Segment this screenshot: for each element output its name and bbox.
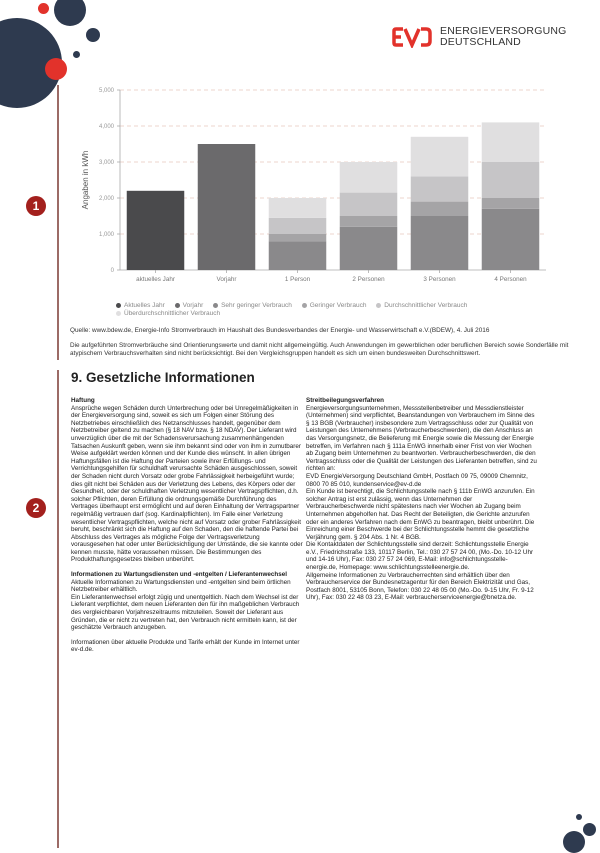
x-tick-label: 2 Personen [352, 276, 385, 283]
x-tick-label: Vorjahr [216, 276, 237, 283]
bar-segment [269, 234, 327, 241]
legend-item [175, 302, 204, 309]
bar-segment [340, 193, 398, 216]
company-logo [392, 26, 567, 48]
wartung-text-2: Ein Lieferantenwechsel erfolgt zügig und unentgeltlich. Nach dem Wechsel ist der Lieferant verpflichtet, dem neuen Lieferanten den für ihn maßgeblichen Verbrauch des vergleichbaren Vorjahreszeitraums mitzuteilen. Soweit der Lieferant aus Gründen, die er nicht zu vertreten hat, den Verbrauch nicht ermitteln kann, ist der geschätzte Verbrauch anzugeben. [71, 593, 300, 632]
logo-line-2: DEUTSCHLAND [440, 36, 521, 48]
decorative-bubble [86, 28, 100, 42]
legend-item [376, 302, 467, 309]
legend-item [116, 302, 165, 309]
bar-segment [411, 216, 469, 270]
x-tick-label: 4 Personen [494, 276, 527, 283]
consumption-chart [80, 82, 550, 292]
streit-text-1: Energieversorgungsunternehmen, Messstellenbetreiber und Messdienstleister (Unternehmen) sind verpflichtet, Beanstandungen von Verbrauchern im Sinne des § 13 BGB (Verbraucher) insbesondere zum Vertragsschluss oder zur Qualität von Leistungen des Unternehmens (Verbraucherbeschwerden), die den Anschluss an das Versorgungsnetz, die Belieferung mit Energie sowie die Messung der Energie betreffen, im Verfahren nach § 111a EnWG innerhalb einer Frist von vier Wochen ab Zugang beim Unternehmen zu beantworten. Verbraucherbeschwerden, die den Vertragsschluss oder die Qualität der Leistungen des Lieferanten betreffen, sind zu richten an: [306, 404, 537, 473]
y-tick-label: 4,000 [98, 124, 114, 130]
evd-logo-icon [392, 26, 432, 48]
streit-text-5: Allgemeine Informationen zu Verbraucherrechten sind erhältlich über den Verbraucherservice der Bundesnetzagentur für den Bereich Elektrizität und Gas, Postfach 8001, 53105 Bonn, Telefon: 030 22 48 05 00 (Mo.-Do. 9-15 Uhr, Fr. 9-12 Uhr), Fax: 030 22 48 03 23, E-Mail: verbraucherserviceenergie@bnetza.de. [306, 571, 534, 602]
x-tick-label: 3 Personen [423, 276, 456, 283]
section-title: 9. Gesetzliche Informationen [71, 370, 255, 385]
legend-swatch [213, 303, 218, 308]
streit-heading: Streitbeilegungsverfahren [306, 397, 385, 404]
disclaimer-note: Die aufgeführten Stromverbräuche sind Orientierungswerte und damit nicht allgemeingültig. Auch Anwendungen im gewerblichen oder beruflichen Bereich sowie Sonderfälle mit atypischem Verbrauchsverhalten sind nicht berücksichtigt. Bei den Vergleichsgruppen handelt es sich um einen bundesweiten Durchschnittswert. [70, 342, 569, 358]
decorative-bubble [54, 0, 86, 26]
wartung-text-1: Aktuelle Informationen zu Wartungsdiensten und -entgelten sind beim örtlichen Netzbetreiber erhältlich. [71, 578, 291, 594]
legend-item [213, 302, 292, 309]
decorative-bubble [563, 831, 585, 853]
source-note: Quelle: www.bdew.de, Energie-Info Stromverbrauch im Haushalt des Bundesverbandes der Energie- und Wasserwirtschaft e.V.(BDEW), 4. Juli 2016 [70, 327, 490, 334]
bar-segment [482, 162, 540, 198]
legend-swatch [116, 303, 121, 308]
legend-label: Sehr geringer Verbrauch [221, 302, 292, 309]
y-tick-label: 2,000 [98, 196, 114, 202]
bar-segment [269, 198, 327, 218]
x-tick-label: 1 Person [284, 276, 311, 283]
decorative-bubble [73, 51, 80, 58]
haftung-heading: Haftung [71, 397, 95, 404]
bar-segment [482, 122, 540, 162]
legend-label: Aktuelles Jahr [124, 302, 165, 309]
bar-segment [411, 137, 469, 177]
streit-text-3: Ein Kunde ist berechtigt, die Schlichtungsstelle nach § 111b EnWG anzurufen. Ein solcher Antrag ist erst zulässig, wenn das Unternehmen der Verbraucherbeschwerde nicht spätestens nach vier Wochen ab Zugang beim Unternehmen abgeholfen hat. Das Recht der Beteiligten, die Gerichte anzurufen oder ein anderes Verfahren nach dem EnWG zu beantragen, bleibt unberührt. Die Einreichung einer Beschwerde bei der Schlichtungsstelle hemmt die gesetzliche Verjährung gem. § 204 Abs. 1 Nr. 4 BGB. [306, 488, 535, 541]
x-tick-label: aktuelles Jahr [136, 276, 175, 283]
section-rule [57, 85, 59, 360]
decorative-bubble [38, 3, 49, 14]
chart-legend [116, 302, 476, 318]
legend-label: Durchschnittlicher Verbrauch [384, 302, 468, 309]
legend-swatch [302, 303, 307, 308]
bar-segment [411, 176, 469, 201]
left-column [71, 397, 303, 654]
bar-segment [340, 227, 398, 270]
bar-segment [198, 144, 256, 270]
y-tick-label: 5,000 [98, 88, 114, 94]
bar-segment [340, 162, 398, 193]
bar-segment [482, 198, 540, 209]
bar-segment [127, 191, 185, 270]
streit-text-2: EVD EnergieVersorgung Deutschland GmbH, Postfach 09 75, 09009 Chemnitz, 0800 70 85 010, kundenservice@ev-d.de [306, 472, 528, 488]
wartung-heading: Informationen zu Wartungsdiensten und -entgelten / Lieferantenwechsel [71, 571, 287, 579]
logo-line-1: ENERGIEVERSORGUNG [440, 25, 567, 37]
decorative-bubble [45, 58, 67, 80]
legend-label: Geringer Verbrauch [309, 302, 367, 309]
decorative-bubble [576, 814, 582, 820]
streit-text-4: Die Kontaktdaten der Schlichtungsstelle sind derzeit: Schlichtungsstelle Energie e.V., Friedrichstraße 133, 10117 Berlin, Tel.: 030 27 57 24 00, (Mo.-Do. 10-12 Uhr und 14-16 Uhr), Fax: 030 27 57 24 069, E-Mail: info@schlichtungsstelle-energie.de, Homepage: www.schlichtungsstelleenergie.de. [306, 541, 534, 572]
section-badge-1: 1 [26, 196, 46, 216]
bar-segment [482, 209, 540, 270]
bar-segment [269, 241, 327, 270]
y-tick-label: 0 [110, 268, 114, 274]
decorative-bubble [583, 823, 596, 836]
legend-swatch [116, 311, 121, 316]
produkte-text: Informationen über aktuelle Produkte und Tarife erhält der Kunde im Internet unter ev-d.de. [71, 638, 300, 654]
y-tick-label: 1,000 [98, 232, 114, 238]
y-tick-label: 3,000 [98, 160, 114, 166]
legend-swatch [175, 303, 180, 308]
legend-label: Überdurchschnittlicher Verbrauch [124, 310, 221, 317]
right-column [306, 397, 538, 602]
section-rule [57, 370, 59, 848]
legend-label: Vorjahr [182, 302, 204, 309]
legend-swatch [376, 303, 381, 308]
legend-item [116, 310, 220, 317]
bar-segment [411, 202, 469, 216]
y-axis-label: Angaben in kWh [81, 150, 90, 210]
bar-segment [340, 216, 398, 227]
legend-item [302, 302, 367, 309]
section-badge-2: 2 [26, 498, 46, 518]
haftung-text: Ansprüche wegen Schäden durch Unterbrechung oder bei Unregelmäßigkeiten in der Energieversorgung sind, soweit es sich um Folgen einer Störung des Netzbetriebes einschließlich des Netzanschlusses handelt, gegenüber dem Netzbetreiber geltend zu machen (§ 18 NAV bzw. § 18 NDAV). Der Lieferant wird unverzüglich über die mit der Schadensverursachung zusammenhängenden Tatsachen Auskunft geben, wenn sie ihm bekannt sind oder von ihm in zumutbarer Weise aufgeklärt werden können und der Kunde dies wünscht. In allen übrigen Haftungsfällen ist die Haftung der Parteien sowie ihrer Erfüllungs- und Verrichtungsgehilfen für schuldhaft verursachte Schäden ausgeschlossen, soweit der Schaden nicht durch Vorsatz oder grobe Fahrlässigkeit herbeigeführt wurde; dies gilt nicht bei Schäden aus der Verletzung des Lebens, des Körpers oder der Gesundheit, oder der schuldhaften Verletzung wesentlicher Vertragspflichten, d.h. solcher Pflichten, deren Erfüllung die ordnungsgemäße Durchführung des Vertrages überhaupt erst ermöglicht und auf deren Einhaltung der Vertragspartner regelmäßig vertrauen darf (sog. Kardinalpflichten). Im Falle einer Verletzung wesentlicher Vertragspflichten, welche nicht auf Vorsatz oder grober Fahrlässigkeit beruht, beschränkt sich die Haftung auf den Schaden, den die haftende Partei bei Abschluss des Vertrages als mögliche Folge der Vertragsverletzung vorausgesehen hat oder unter Berücksichtigung der Umstände, die sie kannte oder kennen musste, hätte voraussehen müssen. Die Bestimmungen des Produkthaftungsgesetzes bleiben unberührt. [71, 404, 303, 564]
bar-segment [269, 218, 327, 234]
